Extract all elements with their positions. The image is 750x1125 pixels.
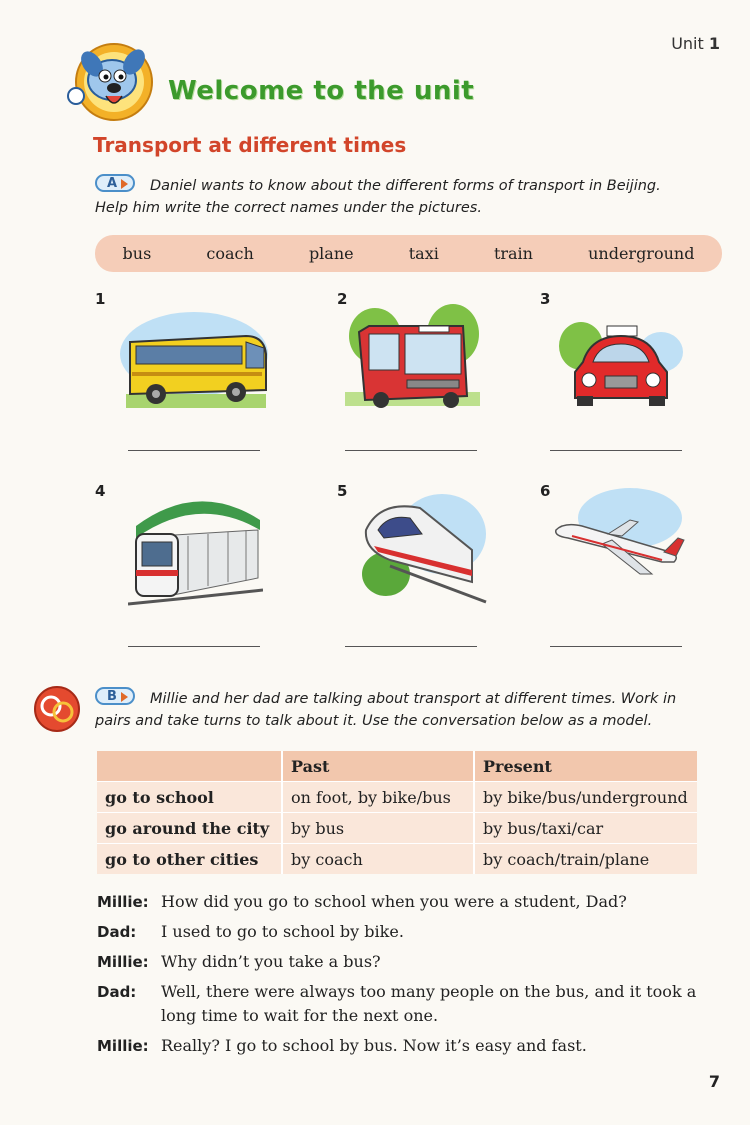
page-title: Welcome to the unit bbox=[168, 76, 475, 106]
word-bank-item: taxi bbox=[408, 244, 439, 263]
picture-number: 5 bbox=[337, 482, 348, 500]
utterance: Really? I go to school by bus. Now it’s easy and fast. bbox=[161, 1036, 587, 1055]
speaker: Millie: bbox=[97, 1037, 149, 1055]
word-bank-item: underground bbox=[588, 244, 695, 263]
play-arrow-icon bbox=[121, 179, 128, 189]
picture-number: 4 bbox=[95, 482, 106, 500]
table-cell: by bike/bus/underground bbox=[474, 782, 697, 813]
word-bank-item: plane bbox=[308, 244, 354, 263]
word-bank bbox=[95, 235, 722, 272]
table-row bbox=[97, 813, 697, 844]
utterance: Why didn’t you take a bus? bbox=[161, 952, 381, 971]
speaker: Dad: bbox=[97, 923, 137, 941]
plane-icon bbox=[552, 482, 687, 592]
utterance: How did you go to school when you were a student, Dad? bbox=[161, 892, 627, 911]
train-icon bbox=[360, 490, 490, 610]
taxi-icon bbox=[555, 312, 685, 412]
answer-line[interactable] bbox=[345, 450, 477, 451]
section-b-instruction-1: Millie and her dad are talking about transport at different times. Work in bbox=[150, 691, 677, 707]
table-row bbox=[97, 782, 697, 813]
table-cell: go around the city bbox=[97, 813, 282, 844]
answer-line[interactable] bbox=[128, 646, 260, 647]
transport-table bbox=[97, 751, 697, 874]
word-bank-item: bus bbox=[122, 244, 152, 263]
answer-line[interactable] bbox=[128, 450, 260, 451]
word-bank-item: train bbox=[493, 244, 533, 263]
table-cell: by bus bbox=[282, 813, 474, 844]
word-bank-item: coach bbox=[206, 244, 254, 263]
section-b-instruction-2: pairs and take turns to talk about it. Use the conversation below as a model. bbox=[95, 713, 653, 729]
unit-label: Unit 1 bbox=[671, 34, 720, 53]
section-subtitle: Transport at different times bbox=[93, 133, 407, 157]
table-header-row bbox=[97, 751, 697, 782]
table-cell: go to school bbox=[97, 782, 282, 813]
bus-icon bbox=[345, 296, 480, 414]
coach-icon bbox=[118, 302, 270, 414]
picture-number: 2 bbox=[337, 290, 348, 308]
table-cell: by coach bbox=[282, 844, 474, 875]
table-header-cell bbox=[97, 751, 282, 782]
dog-mascot-icon bbox=[62, 40, 158, 124]
table-header-cell: Present bbox=[474, 751, 697, 782]
underground-icon bbox=[128, 486, 263, 612]
picture-number: 1 bbox=[95, 290, 106, 308]
picture-number: 3 bbox=[540, 290, 551, 308]
pair-work-icon bbox=[32, 684, 82, 734]
table-row bbox=[97, 844, 697, 875]
section-b-badge: B bbox=[95, 687, 135, 705]
table-header-cell: Past bbox=[282, 751, 474, 782]
speaker: Dad: bbox=[97, 983, 137, 1001]
section-a-instruction-1: Daniel wants to know about the different forms of transport in Beijing. bbox=[150, 178, 661, 194]
table-cell: by bus/taxi/car bbox=[474, 813, 697, 844]
table-cell: on foot, by bike/bus bbox=[282, 782, 474, 813]
table-cell: by coach/train/plane bbox=[474, 844, 697, 875]
table-cell: go to other cities bbox=[97, 844, 282, 875]
picture-number: 6 bbox=[540, 482, 551, 500]
play-arrow-icon bbox=[121, 692, 128, 702]
utterance: Well, there were always too many people on the bus, and it took a long time to wait for the next one. bbox=[161, 982, 697, 1025]
answer-line[interactable] bbox=[550, 450, 682, 451]
page-number: 7 bbox=[708, 1072, 720, 1091]
speaker: Millie: bbox=[97, 893, 149, 911]
answer-line[interactable] bbox=[345, 646, 477, 647]
section-a-badge: A bbox=[95, 174, 135, 192]
section-a-instruction-2: Help him write the correct names under the pictures. bbox=[95, 200, 482, 216]
speaker: Millie: bbox=[97, 953, 149, 971]
utterance: I used to go to school by bike. bbox=[161, 922, 404, 941]
answer-line[interactable] bbox=[550, 646, 682, 647]
